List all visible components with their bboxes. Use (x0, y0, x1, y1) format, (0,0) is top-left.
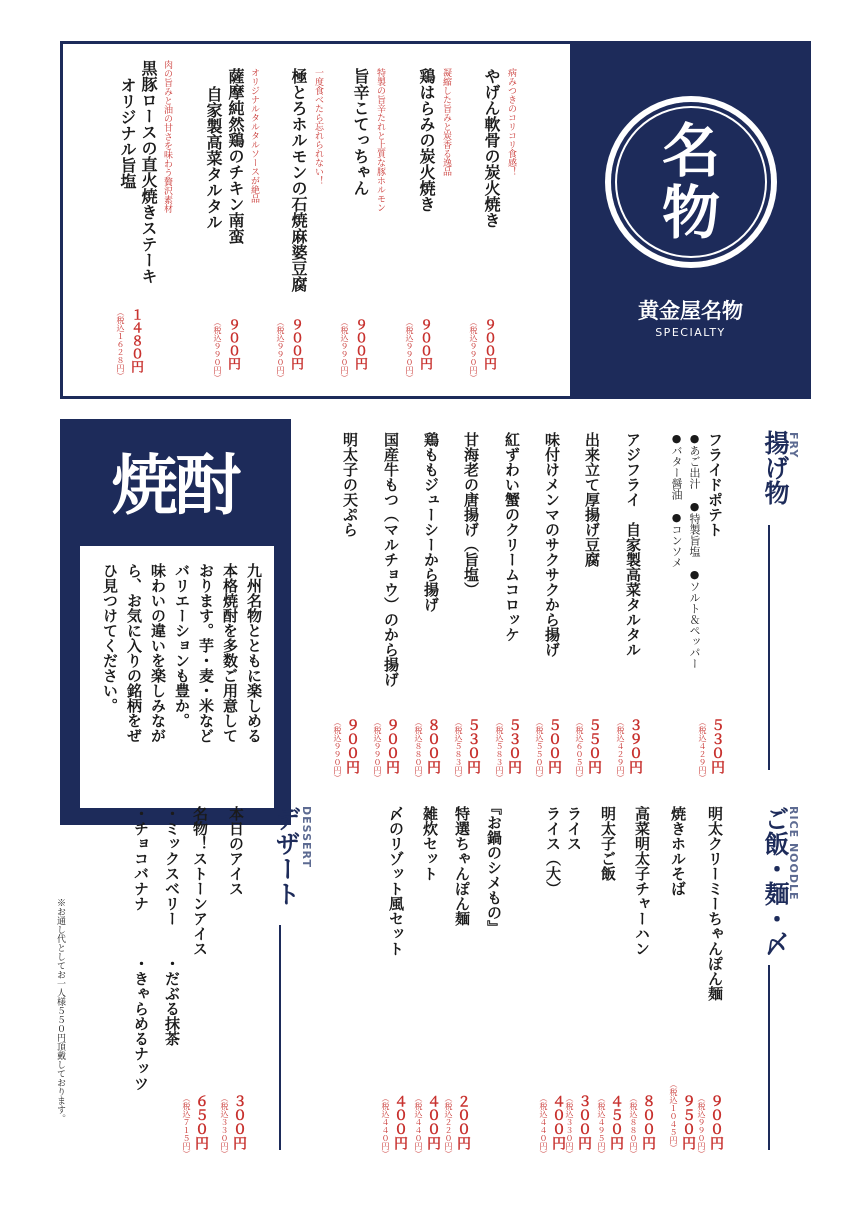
fry-tax: （税込８８０円） (414, 718, 423, 782)
rice-item-name: ライス（大） (544, 806, 562, 896)
rice-tax: （税込９９０円） (697, 1094, 706, 1158)
fry-divider (768, 525, 770, 770)
nabe-heading: 『お鍋のシメもの』 (485, 800, 503, 935)
rice-price: ９００円 (708, 1094, 724, 1150)
specialty-tax: （税込９９０円） (213, 318, 222, 382)
rice-heading-en: RICE NOODLE (787, 806, 800, 901)
fry-heading-jp: 揚げ物 (761, 430, 790, 505)
fry-tax: （税込５８３円） (454, 718, 463, 782)
dessert-price: ３００円 (231, 1094, 247, 1150)
specialty-tax: （税込９９０円） (276, 318, 285, 382)
fry-item-name: 甘海老の唐揚げ（旨塩） (462, 432, 480, 597)
specialty-tax: （税込９９０円） (405, 318, 414, 382)
rice-tax: （税込４４０円） (539, 1094, 548, 1158)
dessert-item-name: 名物！ストーンアイス (191, 806, 209, 956)
rice-tax: （税込４９５円） (597, 1094, 606, 1158)
specialty-item-name: 鶏はらみの炭火焼き (417, 68, 436, 212)
fry-price: ８００円 (425, 718, 441, 774)
fry-tax: （税込５８３円） (495, 718, 504, 782)
nabe-price: ２００円 (455, 1094, 471, 1150)
fry-price: ５５０円 (586, 718, 602, 774)
specialty-item-name: 旨辛こてっちゃん (351, 68, 370, 196)
rice-item-name: 高菜明太子チャーハン (633, 806, 651, 956)
specialty-price: １４８０円 (128, 308, 143, 373)
nabe-item-name: 特選ちゃんぽん麺 (453, 806, 471, 926)
shochu-line: 味わいの違いを楽しみなが (149, 563, 167, 743)
fry-price: ５３０円 (709, 718, 725, 774)
specialty-item-name: 黒豚ロースの直火焼きステーキ (139, 60, 158, 284)
fry-tax: （税込４２９円） (616, 718, 625, 782)
fry-item-option: ●あご出汁 ●特製旨塩 ●ソルト＆ペッパー (688, 432, 701, 669)
specialty-tag: 特製の旨辛たれと上質な豚ホルモン (375, 68, 385, 212)
rice-item-name: 明太クリーミーちゃんぽん麺 (706, 806, 724, 1001)
rice-item-name: 明太子ご飯 (599, 806, 617, 881)
specialty-tag: 肉の旨みと油の甘さを味わう贅沢素材 (162, 60, 172, 213)
fry-tax: （税込９９０円） (333, 718, 342, 782)
specialty-tax: （税込１６２８円） (116, 308, 125, 380)
dessert-tax: （税込７１５円） (182, 1094, 191, 1158)
rice-price: ８００円 (640, 1094, 656, 1150)
nabe-price: ４００円 (392, 1094, 408, 1150)
specialty-tag: 凝縮した旨みと炭香る逸品 (441, 68, 451, 176)
nabe-tax: （税込４４０円） (381, 1094, 390, 1158)
specialty-emblem (605, 96, 777, 268)
dessert-price: ６５０円 (193, 1094, 209, 1150)
dessert-flavor: ・チョコバナナ ・きゃらめるナッツ (132, 806, 150, 1091)
dessert-flavor: ・ミックスベリー ・だぶる抹茶 (163, 806, 181, 1046)
rice-price: ９５０円 (680, 1094, 696, 1150)
nabe-price: ４００円 (425, 1094, 441, 1150)
emblem-char-1: 名 (661, 117, 720, 185)
specialty-item-name-2: 自家製高菜タルタル (204, 86, 223, 230)
shochu-line: ひ見つけてください。 (101, 563, 119, 713)
rice-tax: （税込１０４５円） (669, 1080, 678, 1152)
specialty-price: ９００円 (225, 318, 240, 370)
nabe-item-name: 〆のリゾット風セット (387, 806, 405, 956)
dessert-tax: （税込３３０円） (220, 1094, 229, 1158)
fry-item-name: 国産牛もつ（マルチョウ）のから揚げ (382, 432, 400, 687)
specialty-title: 黄金屋名物 (638, 298, 743, 323)
fry-price: ３９０円 (627, 718, 643, 774)
dessert-item-name: 本日のアイス (227, 806, 245, 896)
fry-item-name: アジフライ 自家製高菜タルタル (624, 432, 642, 657)
rice-price: ４５０円 (608, 1094, 624, 1150)
specialty-price: ９００円 (417, 318, 432, 370)
specialty-tag: 一度食べたら忘れられない！ (313, 68, 323, 185)
fry-item-name: 味付けメンマのサクサクから揚げ (543, 432, 561, 657)
fry-heading-en: FRY (787, 432, 800, 459)
service-charge-note: ※お通し代としてお一人様５５０円頂戴しております。 (55, 898, 65, 1123)
specialty-price: ９００円 (352, 318, 367, 370)
rice-price: ３００円 (576, 1094, 592, 1150)
rice-divider (768, 965, 770, 1150)
shochu-line: 九州名物とともに楽しめる (245, 563, 263, 743)
rice-heading-jp: ご飯・麺・〆 (761, 806, 790, 956)
fry-price: ９００円 (384, 718, 400, 774)
fry-price: ９００円 (344, 718, 360, 774)
rice-tax: （税込３３０円） (565, 1094, 574, 1158)
fry-item-name: 紅ずわい蟹のクリームコロッケ (503, 432, 521, 642)
specialty-price: ９００円 (481, 318, 496, 370)
rice-item-name: 焼きホルそば (669, 806, 687, 896)
specialty-subtitle: SPECIALTY (655, 326, 726, 339)
specialty-item-name: 薩摩純然鶏のチキン南蛮 (226, 68, 245, 244)
shochu-line: 本格焼酎を多数ご用意して (221, 563, 239, 743)
specialty-item-name-2: オリジナル旨塩 (118, 77, 137, 189)
fry-tax: （税込９９０円） (373, 718, 382, 782)
specialty-item-name: 極とろホルモンの石焼麻婆豆腐 (289, 68, 308, 292)
nabe-tax: （税込２２０円） (444, 1094, 453, 1158)
shochu-line: おります。芋・麦・米など (197, 563, 215, 743)
rice-price: ４００円 (550, 1094, 566, 1150)
fry-price: ５３０円 (465, 718, 481, 774)
dessert-heading-en: DESSERT (300, 806, 313, 868)
specialty-tag: オリジナルタルタルソースが絶品 (249, 68, 259, 203)
fry-tax: （税込５５０円） (535, 718, 544, 782)
specialty-tax: （税込９９０円） (469, 318, 478, 382)
rice-tax: （税込８８０円） (629, 1094, 638, 1158)
specialty-price: ９００円 (288, 318, 303, 370)
dessert-heading-jp: デザート (272, 806, 301, 906)
fry-item-option: ●バター醤油 ●コンソメ (670, 432, 683, 568)
fry-item-name: フライドポテト (706, 432, 724, 537)
nabe-item-name: 雑炊セット (421, 806, 439, 881)
fry-item-name: 出来立て厚揚げ豆腐 (583, 432, 601, 567)
fry-item-name: 鶏ももジューシーから揚げ (422, 432, 440, 612)
dessert-divider (279, 925, 281, 1150)
nabe-tax: （税込４４０円） (414, 1094, 423, 1158)
fry-price: ５３０円 (506, 718, 522, 774)
emblem-char-2: 物 (661, 179, 720, 247)
specialty-tax: （税込９９０円） (340, 318, 349, 382)
specialty-item-name: やげん軟骨の炭火焼き (482, 68, 501, 228)
specialty-tag: 病みつきのコリコリ食感！ (506, 68, 516, 176)
rice-item-name: ライス (565, 806, 583, 851)
fry-tax: （税込６０５円） (575, 718, 584, 782)
shochu-line: ら、お気に入りの銘柄をぜ (125, 563, 143, 743)
fry-item-name: 明太子の天ぷら (341, 432, 359, 537)
fry-price: ５００円 (546, 718, 562, 774)
shochu-line: バリエーションも豊か。 (173, 563, 191, 728)
shochu-title: 焼酎 (111, 445, 240, 524)
fry-tax: （税込４２９円） (698, 718, 707, 782)
